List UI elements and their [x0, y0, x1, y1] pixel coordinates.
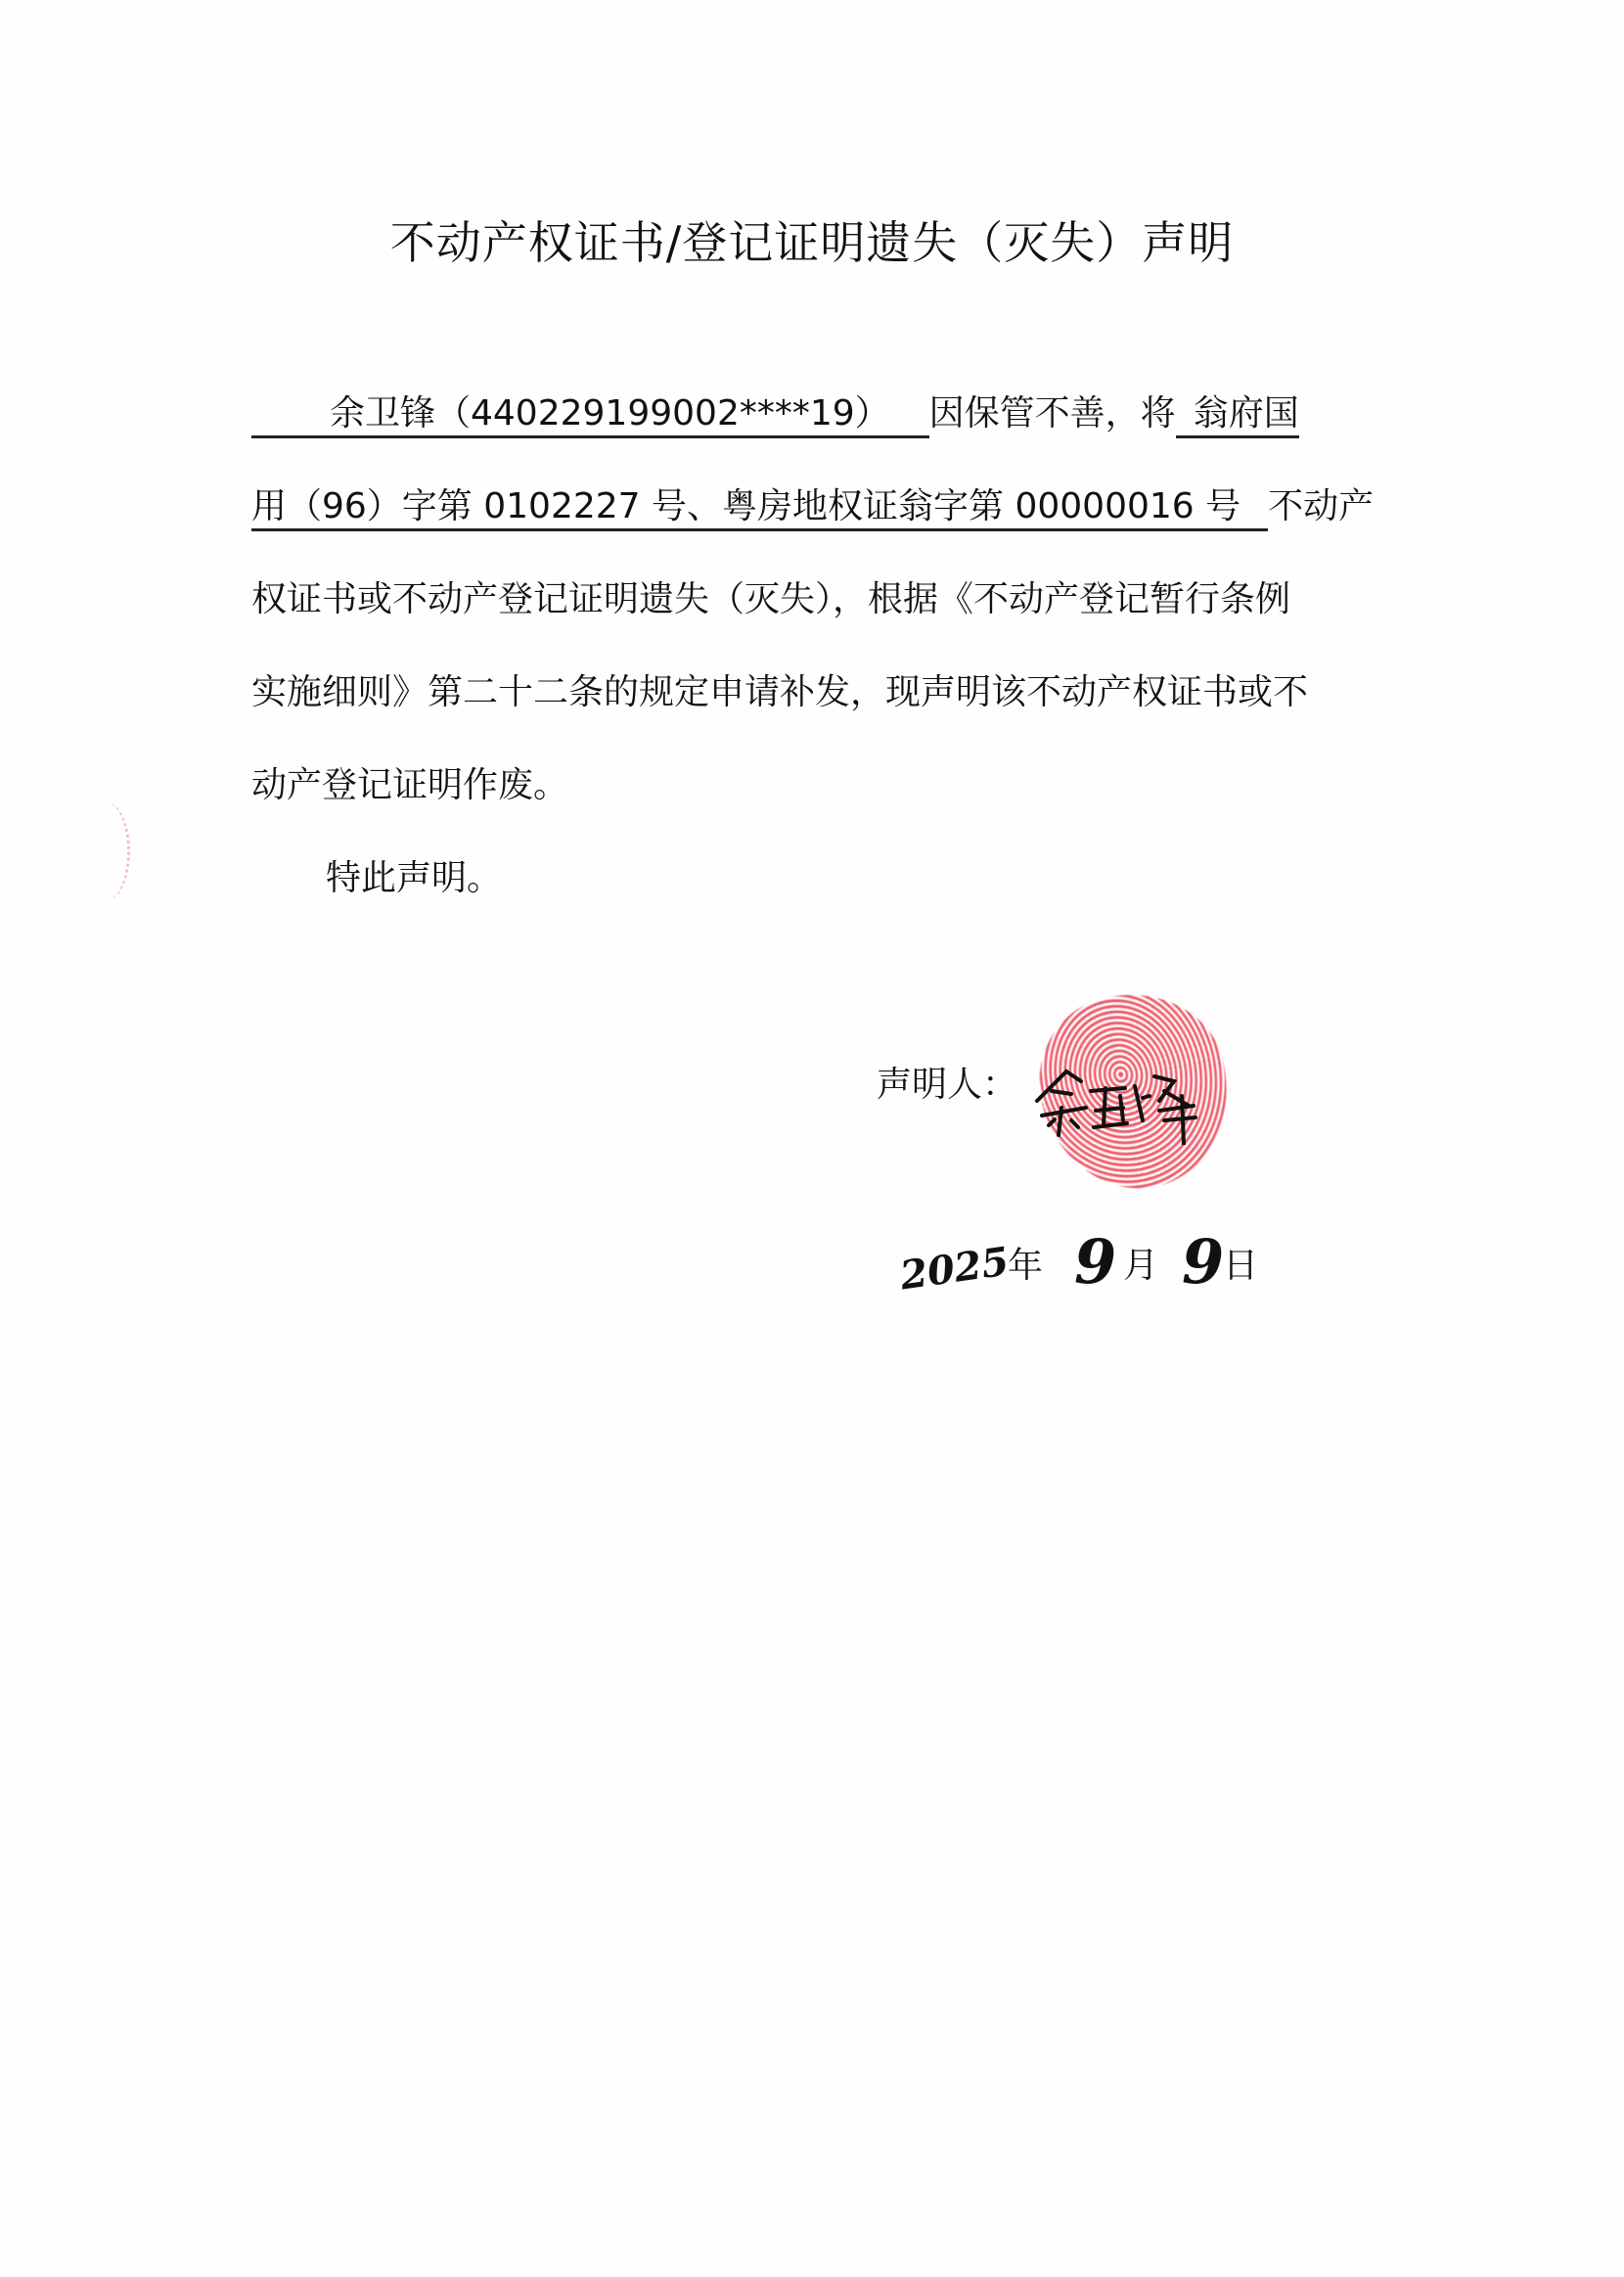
declaration-date: [897, 1218, 1272, 1316]
day-label: 日: [1223, 1246, 1259, 1286]
declarant-field: [251, 394, 929, 438]
certificate-number-end: 用（96）字第 0102227 号、粤房地权证翁字第 00000016 号: [251, 486, 1241, 526]
date-year: 2025: [897, 1238, 1013, 1299]
certificate-field-start: [1176, 394, 1299, 438]
body-line-2: [251, 460, 1374, 553]
body-line-5: 动产登记证明作废。: [251, 765, 569, 805]
certificate-field-end: [251, 487, 1268, 531]
handwritten-signature: [1027, 1037, 1223, 1145]
date-month: 9: [1074, 1226, 1117, 1298]
body-text-segment: 因保管不善，将: [928, 393, 1176, 433]
certificate-number-start: 翁府国: [1193, 393, 1299, 433]
date-day: 9: [1182, 1226, 1225, 1298]
document-title: 不动产权证书/登记证明遗失（灭失）声明: [389, 216, 1235, 269]
month-label: 月: [1123, 1246, 1159, 1286]
body-line-4: 实施细则》第二十二条的规定申请补发，现声明该不动产权证书或不: [251, 672, 1309, 712]
body-line-1: [251, 367, 1299, 460]
scan-smudge: [83, 802, 130, 900]
year-label: 年: [1008, 1246, 1044, 1286]
body-line-3: 权证书或不动产登记证明遗失（灭失），根据《不动产登记暂行条例: [251, 579, 1291, 619]
declarant-name-id: 余卫锋（440229199002****19）: [330, 393, 890, 433]
closing-statement: 特此声明。: [326, 858, 503, 898]
body-text-segment: 不动产: [1268, 486, 1375, 526]
declarant-label: 声明人：: [877, 1065, 1018, 1105]
